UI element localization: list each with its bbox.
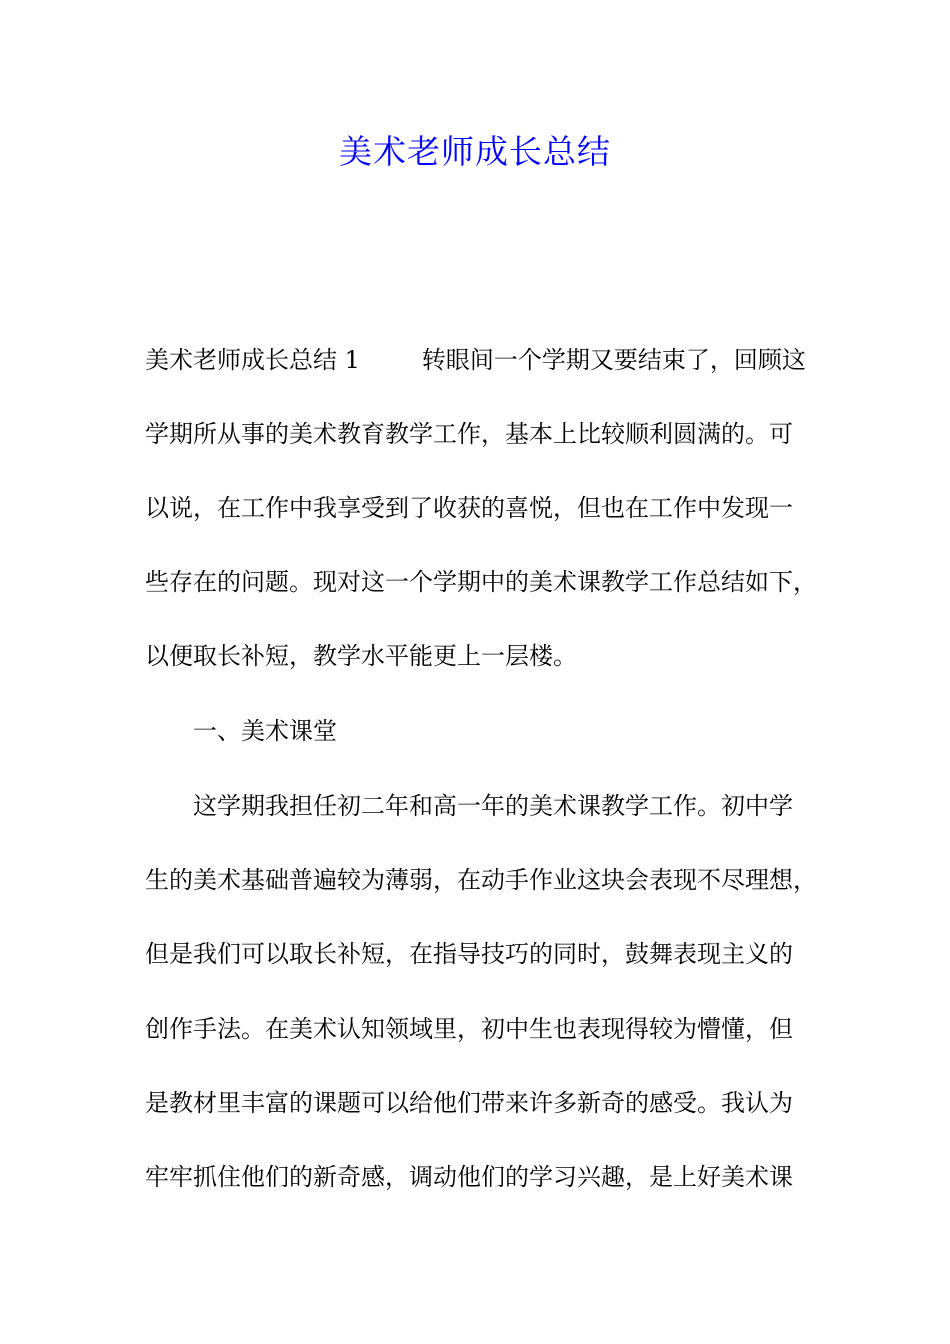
paragraph-line-1	[145, 342, 806, 378]
section-heading: 一、美术课堂	[193, 717, 337, 745]
section-label: 美术老师成长总结 1	[145, 346, 360, 374]
paragraph-line-9: 创作手法。在美术认知领域里，初中生也表现得较为懵懂，但	[145, 1015, 793, 1043]
text-run: 转眼间一个学期又要结束了，回顾这	[421, 346, 806, 374]
paragraph-line-3: 以说，在工作中我享受到了收获的喜悦，但也在工作中发现一	[145, 494, 793, 522]
paragraph-line-11: 牢牢抓住他们的新奇感，调动他们的学习兴趣，是上好美术课	[145, 1163, 793, 1191]
page-title: 美术老师成长总结	[339, 132, 611, 171]
paragraph-line-7: 生的美术基础普遍较为薄弱，在动手作业这块会表现不尽理想，	[145, 866, 817, 894]
paragraph-line-2: 学期所从事的美术教育教学工作，基本上比较顺利圆满的。可	[145, 420, 793, 448]
paragraph-line-4: 些存在的问题。现对这一个学期中的美术课教学工作总结如下，	[145, 568, 817, 596]
paragraph-line-8: 但是我们可以取长补短，在指导技巧的同时，鼓舞表现主义的	[145, 940, 793, 968]
paragraph-line-6: 这学期我担任初二年和高一年的美术课教学工作。初中学	[193, 792, 793, 820]
paragraph-line-10: 是教材里丰富的课题可以给他们带来许多新奇的感受。我认为	[145, 1089, 793, 1117]
paragraph-line-5: 以便取长补短，教学水平能更上一层楼。	[145, 642, 577, 670]
